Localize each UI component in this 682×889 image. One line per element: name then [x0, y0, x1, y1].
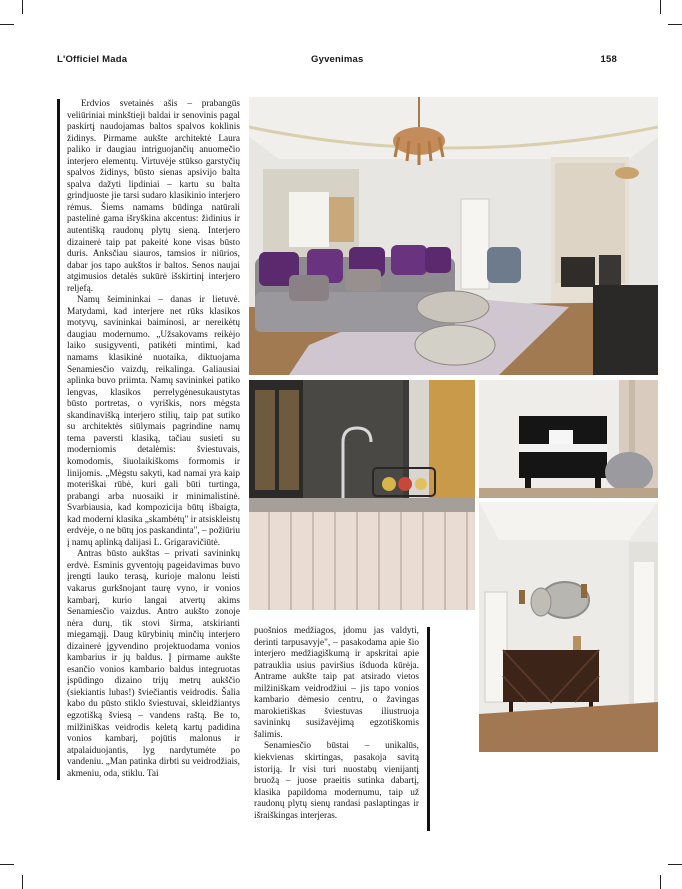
piano-photo	[479, 380, 658, 498]
crop-mark	[668, 24, 682, 25]
living-room-photo	[249, 97, 658, 375]
publication-name: L'Officiel Mada	[57, 54, 128, 65]
paragraph: puošnios medžiagos, įdomu jas valdyti, derinti tarpusavyje", – pasakodama apie šio interjero medžiagiškumą ir apskritai apie patrauklia usius paviršius išduoda kūrėja. Antrame aukšte taip pat atsirado vietos milžiniškam veidrodžiui – jis tapo vonios kambario dėmesio centru, o žavingas marokietiškas šviestuvas iliustruoja savininkų susižavėjimą egzotiškomis šalimis.	[254, 626, 419, 740]
living-room-illustration	[249, 97, 658, 375]
crop-mark	[660, 0, 661, 14]
section-name: Gyvenimas	[311, 54, 364, 65]
paragraph: Namų šeimininkai – danas ir lietuvė. Matydami, kad interjere net rūks klasikos motyvų, savininkai baiminosi, ar nereikėtų daugiau modernumo. „Užsakovams reikėjo laiko susigyventi, patikėti mintimi, kad namams klasikinė nuotaika, diktuojama Senamiesčio vaizdų, reikalinga. Galiausiai aplinka buvo priimta. Namų savininkei patiko lengvas, klasikos perrelygėnesukaustytas būsto portretas, o vyriškis, nors mėgsta skandinavišką interjero stilių, taip pat sutiko su architektės siūlymais pagrindine namų tema paversti klasiką, tačiau susieti su moderniomis detalėmis: šviestuvais, komodomis, šiuolaikiškoms formomis ir linijomis. „Mėgstu sakyti, kad namai yra kaip moteriškai rūbė, kuri gali būti turtinga, prabangi arba nuosaiki ir minimalistinė. Svarbiausia, kad kompozicija būtų išbaigta, kad moderni klasika „skambėtų" ir atsiskleistų erdvėje, o ne būtų jos paskandinta", – požiūriu į namų aplinką dalijasi L. Grigaravičiūtė.	[67, 295, 240, 548]
hallway-photo	[479, 502, 658, 752]
running-header	[57, 54, 617, 68]
piano-illustration	[479, 380, 658, 498]
crop-mark	[660, 875, 661, 889]
article-column-2	[254, 626, 419, 822]
kitchen-photo	[249, 380, 475, 610]
article-column-1	[57, 99, 240, 780]
crop-mark	[22, 0, 23, 14]
paragraph: Erdvios svetainės ašis – prabangūs veliūriniai minkštieji baldai ir senovinis pagal paskirtį naudojamas baltos spalvos koklinis židinys. Pirmame aukšte architektė Laura paliko ir daugiau intriguojančių anuomečio interjero elementų. Virtuvėje stūkso garstyčių spalvos židinys, būsto sienas apsivijo balta spalva dažyti lipdiniai – kartu su balta grindjuoste jie tarsi sudaro klasikinio interjero rėmus. Šiems namams būdinga natūrali pastelinė gama išryškina akcentus: židinius ir autentišką raudonų plytų sieną. Interjero dizainerė taip pat pakeitė kone visas būsto duris. Anksčiau siauros, tamsios ir niūrios, dabar jos tapo aukštos ir baltos. Senos naujai atgimusios detalės sukūrė išskirtinį interjero reljefą.	[67, 99, 240, 294]
hallway-illustration	[479, 502, 658, 752]
column-rule	[427, 627, 430, 831]
crop-mark	[22, 875, 23, 889]
paragraph: Senamiesčio būstai – unikalūs, kiekvienas skirtingas, pasakoja savitą istoriją. Ir visi turi nuostabų vienijantį bruožą – juose praeitis sutinka dabartį, klasika papildoma modernumu, taip už raudonų plytų sienų randasi paslaptingas ir išraiškingas interjeras.	[254, 741, 419, 821]
kitchen-illustration	[249, 380, 475, 610]
page-number: 158	[600, 54, 617, 65]
crop-mark	[0, 24, 14, 25]
crop-mark	[0, 864, 14, 865]
paragraph: Antras būsto aukštas – privati savininkų erdvė. Esminis gyventojų pageidavimas buvo įrengti lauko terasą, kurioje malonu leisti vakarus gurkšnojant taurę vyno, ir vonios kambarį, kurio langai atvertų akims Senamiesčio vaizdus. Antro aukšto zonoje nėra durų, tik stovi širma, atskirianti miegamąjį. Daug kūrybinių minčių interjero dizainerė įgyvendino projektuodama vonios kambarius ir jų baldus. Į pirmame aukšte esančio vonios kambario baldus integruotas įspūdingo dizaino trijų metrų aukščio (siekiantis lubas!) šviečiantis veidrodis. Šalia kabo du pūsto stiklo šviestuvai, skleidžiantys egzotišką šviesą – vandens raštą. Be to, milžiniškas veidrodis keletą kartų padidina vonios kambarį, pojūtis malonus ir atpalaiduojantis, lyg nardytumėte po vandeniu. „Man patinka dirbti su veidrodžiais, akmeniu, oda, stiklu. Tai	[67, 549, 240, 779]
crop-mark	[668, 864, 682, 865]
